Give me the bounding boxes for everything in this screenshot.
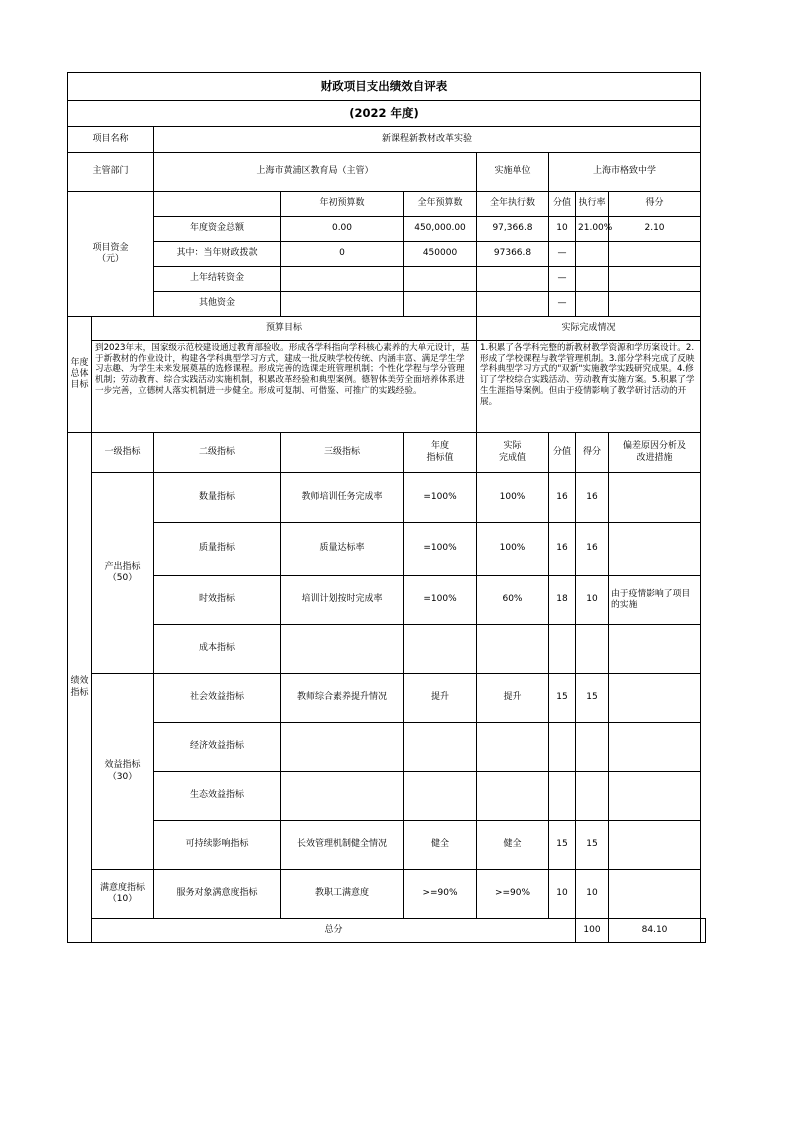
total-blank — [701, 919, 706, 943]
perf-header-line: 偏差原因分析及 — [623, 441, 687, 452]
funds-cell — [281, 267, 404, 292]
perf-target — [404, 772, 477, 821]
output-label-line-2: （50） — [107, 573, 138, 583]
perf-actual: 100% — [477, 523, 549, 576]
perf-target: >=90% — [404, 870, 477, 919]
funds-cell: 21.00% — [576, 217, 609, 242]
perf-row — [68, 674, 706, 723]
perf-score: 10 — [576, 870, 609, 919]
funds-label-line-2: （元） — [96, 254, 124, 264]
project-name-label: 项目名称 — [68, 127, 154, 153]
total-score-value: 100 — [576, 919, 609, 943]
perf-reason — [609, 870, 701, 919]
perf-label-line-2: 指标 — [70, 687, 89, 698]
benefit-indicator-label — [92, 674, 154, 870]
perf-l3: 长效管理机制健全情况 — [281, 821, 404, 870]
project-name-value: 新课程新教材改革实验 — [154, 127, 701, 153]
perf-target: 健全 — [404, 821, 477, 870]
perf-l3: 培训计划按时完成率 — [281, 576, 404, 625]
funds-row — [68, 217, 706, 242]
perf-l3: 教职工满意度 — [281, 870, 404, 919]
perf-label-line-1: 绩效 — [70, 676, 89, 687]
perf-score-value — [549, 723, 576, 772]
dept-value: 上海市黄浦区教育局（主管） — [154, 153, 477, 192]
perf-target: =100% — [404, 523, 477, 576]
funds-cell — [576, 267, 609, 292]
perf-header: 分值 — [549, 433, 576, 473]
perf-row — [68, 523, 706, 576]
perf-score-value — [549, 772, 576, 821]
perf-l2: 经济效益指标 — [154, 723, 281, 772]
funds-cell: 0 — [281, 242, 404, 267]
goal-label — [68, 317, 92, 433]
self-evaluation-table — [67, 72, 706, 943]
total-row — [68, 919, 706, 943]
perf-target: 提升 — [404, 674, 477, 723]
funds-header: 执行率 — [576, 192, 609, 217]
perf-score — [576, 772, 609, 821]
funds-header: 年初预算数 — [281, 192, 404, 217]
perf-score-value: 15 — [549, 674, 576, 723]
funds-cell — [404, 292, 477, 317]
satisfaction-label-line-2: （10） — [107, 894, 138, 904]
funds-cell: 2.10 — [609, 217, 701, 242]
funds-cell — [281, 292, 404, 317]
perf-header-line: 改进措施 — [636, 452, 673, 463]
perf-header-line: 实际 — [503, 441, 522, 452]
perf-reason: 由于疫情影响了项目的实施 — [609, 576, 701, 625]
perf-row — [68, 625, 706, 674]
funds-cell: 其他资金 — [154, 292, 281, 317]
perf-l2: 社会效益指标 — [154, 674, 281, 723]
perf-header — [609, 433, 701, 473]
perf-target — [404, 625, 477, 674]
output-label-line-1: 产出指标 — [104, 561, 141, 572]
perf-score — [576, 625, 609, 674]
perf-score: 15 — [576, 674, 609, 723]
funds-header: 全年预算数 — [404, 192, 477, 217]
perf-l2: 时效指标 — [154, 576, 281, 625]
perf-score-value: 18 — [549, 576, 576, 625]
funds-label-line-1: 项目资金 — [92, 242, 129, 253]
perf-score-value: 10 — [549, 870, 576, 919]
perf-header — [477, 433, 549, 473]
perf-target — [404, 723, 477, 772]
funds-cell: 上年结转资金 — [154, 267, 281, 292]
perf-l3 — [281, 772, 404, 821]
perf-actual — [477, 772, 549, 821]
perf-row — [68, 576, 706, 625]
funds-header-blank — [154, 192, 281, 217]
funds-cell: 97,366.8 — [477, 217, 549, 242]
funds-row — [68, 242, 706, 267]
goal-label-line-2: 总体 — [70, 368, 89, 379]
funds-cell: 97366.8 — [477, 242, 549, 267]
funds-cell: 450,000.00 — [404, 217, 477, 242]
output-indicator-label — [92, 473, 154, 674]
perf-score-value — [549, 625, 576, 674]
funds-cell — [576, 292, 609, 317]
actual-goal-header: 实际完成情况 — [477, 317, 701, 341]
perf-header-line: 完成值 — [498, 452, 526, 463]
benefit-label-line-2: （30） — [107, 771, 138, 782]
goal-label-line-3: 目标 — [70, 380, 89, 391]
perf-score-value: 16 — [549, 523, 576, 576]
benefit-label-line-1: 效益指标 — [104, 760, 141, 771]
perf-row — [68, 723, 706, 772]
perf-target: =100% — [404, 576, 477, 625]
total-score: 84.10 — [609, 919, 701, 943]
perf-score: 10 — [576, 576, 609, 625]
perf-actual: 健全 — [477, 821, 549, 870]
perf-actual: >=90% — [477, 870, 549, 919]
funds-cell — [609, 292, 701, 317]
perf-header — [404, 433, 477, 473]
funds-cell: 10 — [549, 217, 576, 242]
actual-goal-text: 1.积累了各学科完整的新教材教学资源和学历案设计。2.形成了学校课程与教学管理机制。3.部分学科完成了反映学科典型学习方式的"双新"实施教学实践研究成果。4.修订了学校综合实践活动、劳动教育实施方案。5.积累了学生生涯指导案例。但由于疫情影响了教学研讨活动的开展。 — [477, 341, 701, 433]
funds-row — [68, 292, 706, 317]
funds-cell — [404, 267, 477, 292]
perf-header-line: 指标值 — [426, 452, 454, 463]
perf-header-line: 年度 — [430, 441, 449, 452]
funds-header: 全年执行数 — [477, 192, 549, 217]
perf-l3 — [281, 723, 404, 772]
perf-l2: 质量指标 — [154, 523, 281, 576]
perf-l3 — [281, 625, 404, 674]
funds-header: 分值 — [549, 192, 576, 217]
perf-actual: 提升 — [477, 674, 549, 723]
funds-cell: 0.00 — [281, 217, 404, 242]
perf-l2: 可持续影响指标 — [154, 821, 281, 870]
goal-label-line-1: 年度 — [70, 357, 89, 368]
perf-l3: 教师综合素养提升情况 — [281, 674, 404, 723]
perf-label — [68, 433, 92, 943]
perf-score: 16 — [576, 473, 609, 523]
funds-cell: 年度资金总额 — [154, 217, 281, 242]
perf-score-value: 15 — [549, 821, 576, 870]
perf-l2: 成本指标 — [154, 625, 281, 674]
table-year: (2022 年度) — [68, 101, 701, 127]
perf-actual: 60% — [477, 576, 549, 625]
perf-row — [68, 473, 706, 523]
perf-actual — [477, 723, 549, 772]
funds-cell — [576, 242, 609, 267]
perf-actual — [477, 625, 549, 674]
funds-cell — [609, 267, 701, 292]
perf-l3: 教师培训任务完成率 — [281, 473, 404, 523]
perf-header: 得分 — [576, 433, 609, 473]
perf-header: 三级指标 — [281, 433, 404, 473]
satisfaction-indicator-label — [92, 870, 154, 919]
perf-reason — [609, 821, 701, 870]
total-label: 总分 — [92, 919, 576, 943]
perf-score-value: 16 — [549, 473, 576, 523]
funds-cell: 其中：当年财政拨款 — [154, 242, 281, 267]
perf-reason — [609, 523, 701, 576]
funds-cell — [477, 267, 549, 292]
funds-row — [68, 267, 706, 292]
perf-reason — [609, 625, 701, 674]
perf-header: 二级指标 — [154, 433, 281, 473]
budget-goal-header: 预算目标 — [92, 317, 477, 341]
perf-row — [68, 870, 706, 919]
funds-cell — [609, 242, 701, 267]
perf-row — [68, 821, 706, 870]
perf-score: 15 — [576, 821, 609, 870]
funds-header: 得分 — [609, 192, 701, 217]
perf-target: =100% — [404, 473, 477, 523]
perf-l2: 生态效益指标 — [154, 772, 281, 821]
funds-cell: — — [549, 292, 576, 317]
impl-label: 实施单位 — [477, 153, 549, 192]
impl-value: 上海市格致中学 — [549, 153, 701, 192]
funds-cell — [477, 292, 549, 317]
perf-reason — [609, 772, 701, 821]
funds-cell: — — [549, 267, 576, 292]
funds-label — [68, 192, 154, 317]
dept-label: 主管部门 — [68, 153, 154, 192]
funds-cell: — — [549, 242, 576, 267]
perf-score: 16 — [576, 523, 609, 576]
table-title: 财政项目支出绩效自评表 — [68, 73, 701, 101]
perf-header: 一级指标 — [92, 433, 154, 473]
perf-actual: 100% — [477, 473, 549, 523]
satisfaction-label-line-1: 满意度指标 — [99, 882, 145, 893]
budget-goal-text: 到2023年末，国家级示范校建设通过教育部验收。形成各学科指向学科核心素养的大单元设计，基于新教材的作业设计，构建各学科典型学习方式，建成一批反映学校传统、内涵丰富、满足学生学习志趣、为学生未来发展奠基的选修课程。形成完善的选课走班管理机制；个性化学程与学分管理机制；劳动教育、综合实践活动实施机制，积累改革经验和典型案例。德智体美劳全面培养体系进一步完善，立德树人落实机制进一步健全。形成可复制、可借鉴、可推广的实践经验。 — [92, 341, 477, 433]
perf-l3: 质量达标率 — [281, 523, 404, 576]
perf-reason — [609, 723, 701, 772]
perf-l2: 数量指标 — [154, 473, 281, 523]
perf-reason — [609, 473, 701, 523]
perf-l2: 服务对象满意度指标 — [154, 870, 281, 919]
perf-row — [68, 772, 706, 821]
funds-cell: 450000 — [404, 242, 477, 267]
perf-score — [576, 723, 609, 772]
perf-reason — [609, 674, 701, 723]
